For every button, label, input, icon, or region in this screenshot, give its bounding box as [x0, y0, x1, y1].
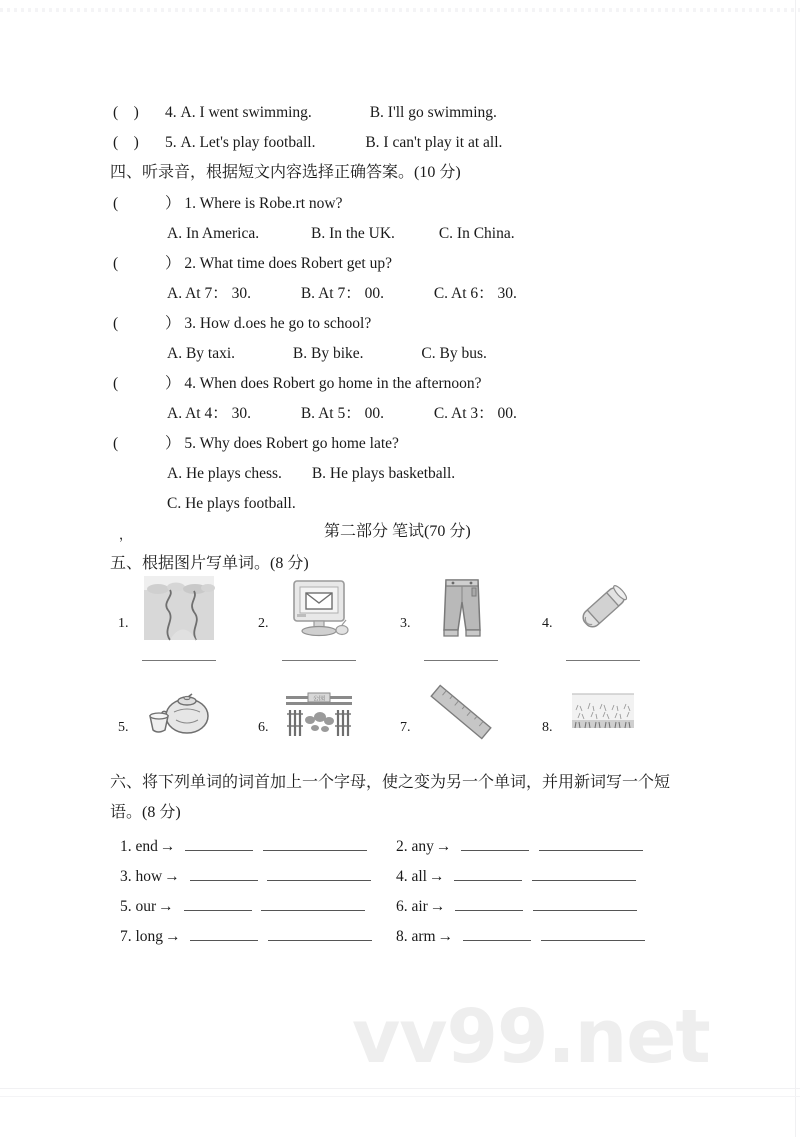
picture-index: 6.: [258, 720, 269, 735]
word-item-1: [120, 838, 369, 856]
page-edge-right: [795, 0, 796, 1137]
word-item-8: [396, 928, 647, 946]
scan-artifact-top: [0, 8, 800, 12]
item-number: 5.: [165, 134, 177, 151]
option-a[interactable]: A. By taxi.: [167, 345, 236, 362]
answer-bracket[interactable]: (: [113, 195, 134, 212]
word-text: air: [411, 898, 428, 915]
word-item-6: [396, 898, 639, 916]
phrase-blank[interactable]: [261, 898, 365, 911]
phrase-blank[interactable]: [263, 838, 367, 851]
new-word-blank[interactable]: [190, 928, 258, 941]
word-index: 5.: [120, 898, 132, 915]
question-stem: ） 2. What time does Robert get up?: [165, 255, 392, 272]
picture-item-4: [542, 572, 672, 668]
picture-item-2: [258, 572, 388, 668]
teapot-cup-icon: [140, 676, 218, 748]
question-stem: ） 5. Why does Robert go home late?: [165, 435, 399, 452]
arrow-icon: →: [158, 898, 174, 915]
arrow-icon: →: [429, 898, 446, 915]
arrow-icon: →: [164, 868, 180, 885]
arrow-icon: →: [437, 928, 454, 945]
section-four-question-3: [113, 316, 371, 332]
new-word-blank[interactable]: [190, 868, 258, 881]
option-b[interactable]: B. At 5： 00.: [300, 405, 384, 422]
option-b[interactable]: B. I'll go swimming.: [369, 104, 497, 121]
picture-index: 1.: [118, 616, 129, 631]
word-text: any: [411, 838, 434, 855]
word-text: all: [411, 868, 427, 885]
word-text: our: [135, 898, 157, 915]
arrow-icon: →: [165, 928, 181, 945]
answer-bracket[interactable]: (: [113, 315, 134, 332]
section-four-question-2: [113, 256, 392, 272]
phrase-blank[interactable]: [533, 898, 637, 911]
word-index: 2.: [396, 838, 408, 855]
shorts-icon: [422, 572, 500, 644]
site-watermark: vv99.net: [352, 994, 710, 1080]
word-index: 8.: [396, 928, 408, 945]
phrase-blank[interactable]: [267, 868, 371, 881]
answer-blank-line[interactable]: [424, 660, 498, 661]
crayon-icon: [564, 572, 642, 644]
part-two-title: 第二部分 笔试(70 分): [324, 523, 471, 540]
word-text: end: [135, 838, 158, 855]
picture-item-5: [118, 676, 248, 772]
listening-item-5: [113, 135, 502, 151]
section-five-picture-row-2: [118, 676, 688, 772]
word-item-2: [396, 838, 645, 856]
new-word-blank[interactable]: [184, 898, 252, 911]
word-item-4: [396, 868, 638, 886]
picture-index: 8.: [542, 720, 553, 735]
option-a[interactable]: A. At 4： 30.: [167, 405, 251, 422]
question-stem: ） 1. Where is Robe.rt now?: [165, 195, 343, 212]
section-four-options-1: [167, 226, 515, 242]
word-text: long: [135, 928, 164, 945]
new-word-blank[interactable]: [463, 928, 531, 941]
section-four-question-5: [113, 436, 399, 452]
answer-blank-line[interactable]: [282, 660, 356, 661]
option-b[interactable]: B. By bike.: [292, 345, 364, 362]
phrase-blank[interactable]: [541, 928, 645, 941]
phrase-blank[interactable]: [268, 928, 372, 941]
question-stem: ） 4. When does Robert go home in the afternoon?: [165, 375, 482, 392]
picture-index: 5.: [118, 720, 129, 735]
option-a[interactable]: A. He plays chess.: [167, 465, 282, 482]
picture-index: 4.: [542, 616, 553, 631]
section-five-heading: 五、根据图片写单词。(8 分): [110, 555, 309, 572]
section-four-question-4: [113, 376, 482, 392]
picture-index: 7.: [400, 720, 411, 735]
picture-item-3: [400, 572, 530, 668]
section-four-options-4: [167, 406, 517, 422]
section-four-question-1: [113, 196, 343, 212]
word-item-5: [120, 898, 367, 916]
page-edge-bottom: [0, 1088, 800, 1089]
option-b[interactable]: B. In the UK.: [310, 225, 395, 242]
word-index: 7.: [120, 928, 132, 945]
answer-bracket[interactable]: ( ): [113, 104, 139, 121]
phrase-blank[interactable]: [532, 868, 636, 881]
new-word-blank[interactable]: [454, 868, 522, 881]
arrow-icon: →: [429, 868, 445, 885]
option-c[interactable]: C. By bus.: [421, 345, 487, 362]
answer-bracket[interactable]: (: [113, 435, 134, 452]
new-word-blank[interactable]: [455, 898, 523, 911]
listening-item-4: [113, 105, 497, 121]
word-index: 6.: [396, 898, 408, 915]
word-text: how: [135, 868, 163, 885]
option-a[interactable]: A. Let's play football.: [180, 134, 316, 151]
arrow-icon: →: [435, 838, 452, 855]
fence-gate-icon: [280, 676, 358, 748]
picture-item-8: [542, 676, 672, 772]
item-number: 4.: [165, 104, 177, 121]
picture-item-7: [400, 676, 530, 772]
picture-index: 2.: [258, 616, 269, 631]
river-landscape-icon: [140, 572, 218, 644]
section-four-options-2: [167, 286, 517, 302]
word-index: 1.: [120, 838, 132, 855]
answer-bracket[interactable]: (: [113, 255, 134, 272]
option-b[interactable]: B. At 7： 00.: [300, 285, 384, 302]
option-c[interactable]: C. He plays football.: [167, 495, 296, 512]
section-four-options-3: [167, 346, 487, 362]
word-index: 4.: [396, 868, 408, 885]
option-c[interactable]: C. At 6： 30.: [433, 285, 517, 302]
section-six-heading-line2: 语。(8 分): [110, 804, 181, 821]
picture-index: 3.: [400, 616, 411, 631]
section-five-picture-row-1: [118, 572, 688, 668]
grass-field-icon: [564, 676, 642, 748]
option-c[interactable]: C. At 3： 00.: [433, 405, 517, 422]
answer-bracket[interactable]: (: [113, 375, 134, 392]
option-b[interactable]: B. I can't play it at all.: [365, 134, 503, 151]
word-item-7: [120, 928, 374, 946]
arrow-icon: →: [159, 838, 176, 855]
option-a[interactable]: A. I went swimming.: [180, 104, 312, 121]
page-edge-bottom-shadow: [0, 1096, 800, 1097]
phrase-blank[interactable]: [539, 838, 643, 851]
svg-text:公园: 公园: [312, 696, 326, 703]
new-word-blank[interactable]: [185, 838, 253, 851]
word-index: 3.: [120, 868, 132, 885]
option-b[interactable]: B. He plays basketball.: [311, 465, 456, 482]
answer-blank-line[interactable]: [142, 660, 216, 661]
option-a[interactable]: A. At 7： 30.: [167, 285, 251, 302]
option-c[interactable]: C. In China.: [438, 225, 515, 242]
section-four-options-5-line2: [167, 496, 296, 512]
ruler-icon: [422, 676, 500, 748]
section-four-options-5-line1: [167, 466, 455, 482]
option-a[interactable]: A. In America.: [167, 225, 260, 242]
answer-blank-line[interactable]: [566, 660, 640, 661]
new-word-blank[interactable]: [461, 838, 529, 851]
computer-email-icon: [280, 572, 358, 644]
section-four-heading: 四、听录音，根据短文内容选择正确答案。(10 分): [110, 164, 461, 181]
picture-item-6: [258, 676, 388, 772]
word-item-3: [120, 868, 373, 886]
stray-comma-artifact: ，: [119, 527, 133, 542]
picture-item-1: [118, 572, 248, 668]
question-stem: ） 3. How d.oes he go to school?: [165, 315, 372, 332]
answer-bracket[interactable]: ( ): [113, 134, 139, 151]
word-text: arm: [411, 928, 436, 945]
section-six-heading-line1: 六、将下列单词的词首加上一个字母，使之变为另一个单词，并用新词写一个短: [110, 774, 671, 791]
